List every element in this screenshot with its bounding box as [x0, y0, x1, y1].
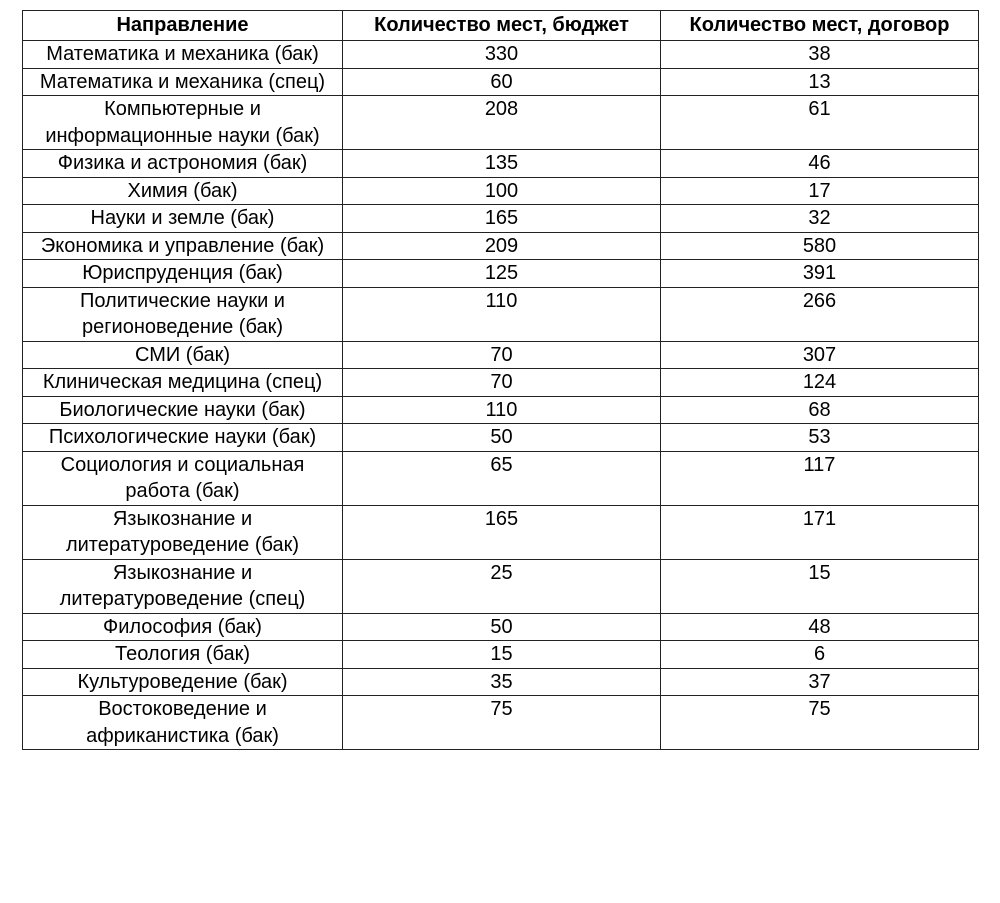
budget-places-cell: 330 [343, 41, 661, 69]
budget-places-cell: 35 [343, 668, 661, 696]
direction-cell: Химия (бак) [23, 177, 343, 205]
contract-places-cell: 307 [661, 341, 979, 369]
table-row [23, 641, 979, 669]
contract-places-cell: 32 [661, 205, 979, 233]
contract-places-cell: 75 [661, 696, 979, 750]
table-row [23, 41, 979, 69]
direction-cell: Математика и механика (бак) [23, 41, 343, 69]
direction-cell: Биологические науки (бак) [23, 396, 343, 424]
budget-places-cell: 125 [343, 260, 661, 288]
header-contract-places: Количество мест, договор [661, 11, 979, 41]
table-row [23, 150, 979, 178]
table-body [23, 41, 979, 750]
budget-places-cell: 100 [343, 177, 661, 205]
table-row [23, 232, 979, 260]
direction-cell: Востоковедение и африканистика (бак) [23, 696, 343, 750]
contract-places-cell: 68 [661, 396, 979, 424]
contract-places-cell: 124 [661, 369, 979, 397]
table-row [23, 96, 979, 150]
table-row [23, 559, 979, 613]
budget-places-cell: 60 [343, 68, 661, 96]
places-table [22, 10, 979, 750]
direction-cell: Языкознание и литературоведение (спец) [23, 559, 343, 613]
contract-places-cell: 6 [661, 641, 979, 669]
budget-places-cell: 50 [343, 424, 661, 452]
direction-cell: Теология (бак) [23, 641, 343, 669]
direction-cell: Социология и социальная работа (бак) [23, 451, 343, 505]
contract-places-cell: 580 [661, 232, 979, 260]
table-row [23, 177, 979, 205]
budget-places-cell: 209 [343, 232, 661, 260]
direction-cell: Психологические науки (бак) [23, 424, 343, 452]
header-budget-places: Количество мест, бюджет [343, 11, 661, 41]
direction-cell: СМИ (бак) [23, 341, 343, 369]
budget-places-cell: 135 [343, 150, 661, 178]
budget-places-cell: 75 [343, 696, 661, 750]
contract-places-cell: 391 [661, 260, 979, 288]
contract-places-cell: 15 [661, 559, 979, 613]
table-row [23, 369, 979, 397]
budget-places-cell: 25 [343, 559, 661, 613]
direction-cell: Политические науки и регионоведение (бак) [23, 287, 343, 341]
budget-places-cell: 15 [343, 641, 661, 669]
contract-places-cell: 117 [661, 451, 979, 505]
contract-places-cell: 17 [661, 177, 979, 205]
table-row [23, 287, 979, 341]
table-row [23, 396, 979, 424]
table-row [23, 696, 979, 750]
budget-places-cell: 165 [343, 505, 661, 559]
contract-places-cell: 266 [661, 287, 979, 341]
direction-cell: Математика и механика (спец) [23, 68, 343, 96]
contract-places-cell: 37 [661, 668, 979, 696]
direction-cell: Юриспруденция (бак) [23, 260, 343, 288]
budget-places-cell: 70 [343, 369, 661, 397]
contract-places-cell: 48 [661, 613, 979, 641]
contract-places-cell: 61 [661, 96, 979, 150]
direction-cell: Физика и астрономия (бак) [23, 150, 343, 178]
contract-places-cell: 13 [661, 68, 979, 96]
contract-places-cell: 53 [661, 424, 979, 452]
header-row [23, 11, 979, 41]
table-row [23, 260, 979, 288]
budget-places-cell: 65 [343, 451, 661, 505]
budget-places-cell: 50 [343, 613, 661, 641]
table-row [23, 668, 979, 696]
table-row [23, 205, 979, 233]
table-row [23, 505, 979, 559]
direction-cell: Компьютерные и информационные науки (бак) [23, 96, 343, 150]
contract-places-cell: 38 [661, 41, 979, 69]
budget-places-cell: 110 [343, 287, 661, 341]
budget-places-cell: 70 [343, 341, 661, 369]
table-row [23, 341, 979, 369]
budget-places-cell: 110 [343, 396, 661, 424]
direction-cell: Клиническая медицина (спец) [23, 369, 343, 397]
header-direction: Направление [23, 11, 343, 41]
budget-places-cell: 208 [343, 96, 661, 150]
table-row [23, 424, 979, 452]
budget-places-cell: 165 [343, 205, 661, 233]
direction-cell: Экономика и управление (бак) [23, 232, 343, 260]
direction-cell: Культуроведение (бак) [23, 668, 343, 696]
direction-cell: Философия (бак) [23, 613, 343, 641]
direction-cell: Науки и земле (бак) [23, 205, 343, 233]
table-row [23, 451, 979, 505]
contract-places-cell: 171 [661, 505, 979, 559]
table-row [23, 68, 979, 96]
table-row [23, 613, 979, 641]
contract-places-cell: 46 [661, 150, 979, 178]
direction-cell: Языкознание и литературоведение (бак) [23, 505, 343, 559]
